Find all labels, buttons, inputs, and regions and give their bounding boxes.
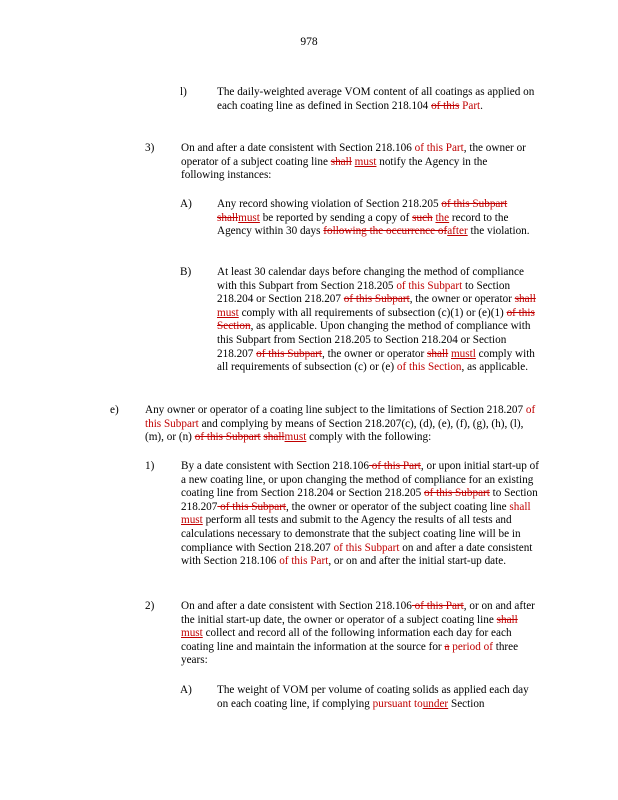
clause-label: l) [180, 86, 187, 98]
deleted-text: shall [496, 613, 518, 626]
inserted-text: after [447, 225, 468, 238]
text-run: , as applicable. [461, 361, 528, 374]
text-run: Any owner or operator of a coating line subject to the limitations of Section 218.207 [145, 404, 526, 416]
clause-text [217, 86, 535, 113]
added-text: period of [452, 640, 493, 653]
text-run: By a date consistent with Section 218.106 [181, 460, 369, 472]
text-run: , the owner or operator [322, 347, 428, 360]
clause-text [217, 266, 539, 375]
clause-label: 1) [145, 460, 155, 472]
inserted-text: must [217, 306, 239, 319]
deleted-text: of this Part [411, 600, 464, 612]
inserted-text: under [422, 697, 449, 710]
deleted-text: a [444, 640, 450, 653]
text-run: On and after a date consistent with Section 218.106 [181, 600, 412, 612]
deleted-text: of this [431, 99, 460, 112]
text-run: comply with the following: [306, 431, 432, 444]
deleted-text: of this Subpart [256, 347, 323, 360]
deleted-text: shall [427, 347, 449, 360]
clause-text [217, 198, 539, 239]
text-run: , the owner or operator [409, 293, 515, 306]
inserted-text: must [238, 211, 260, 224]
text-run: , or on and after the initial start-up date. [328, 555, 507, 568]
text-run: On and after a date consistent with Section 218.106 [181, 142, 415, 154]
text-run: , or upon initial start-up of a new coating line, or upon changing the method of compliance for an existing coating line from Section 218.204 or Section 218.205 [181, 460, 539, 500]
deleted-text: such [412, 211, 433, 224]
clause-text [181, 142, 533, 183]
clause-label: A) [180, 198, 192, 210]
inserted-text: the [435, 211, 450, 224]
inserted-text: must [181, 627, 203, 640]
clause-label: e) [110, 404, 119, 416]
text-run: At least 30 calendar days before changing the method of compliance with this Subpart from Section 218.205 [217, 266, 524, 292]
text-run: Section [448, 697, 485, 710]
text-run: record to the Agency within 30 days [217, 211, 509, 238]
added-text: of this Part [414, 142, 464, 154]
deleted-text: of this Subpart [194, 431, 261, 444]
text-run: , the owner or operator of a subject coating line [181, 142, 526, 168]
clause-text [217, 684, 539, 711]
added-text: of this Part [279, 555, 329, 568]
text-run: three years: [181, 640, 519, 667]
clause-text [181, 460, 541, 569]
clause-label: 2) [145, 600, 155, 612]
clause-label: 3) [145, 142, 155, 154]
text-run: , or on and after the initial start-up date, the owner or operator of a subject coating line [181, 600, 535, 626]
added-text: of this Section [396, 361, 462, 374]
added-text: Part [462, 99, 481, 112]
deleted-text: shall [514, 293, 536, 306]
text-run: The daily-weighted average VOM content of all coatings as applied on each coating line as defined in Section 218.104 [217, 86, 535, 112]
added-text: shall [509, 500, 531, 513]
deleted-text: of this Part [369, 460, 421, 472]
text-run: perform all tests and submit to the Agency the results of all tests and calculations necessary to demonstrate that the subject coating line will be in compliance with Section 218.207 [181, 514, 521, 554]
deleted-text: of this Subpart [423, 487, 490, 500]
deleted-text: shall [217, 211, 239, 224]
text-run: the violation. [467, 225, 530, 238]
clause-text [181, 600, 539, 668]
text-run: The weight of VOM per volume of coating solids as applied each day on each coating line, if complying [217, 684, 529, 710]
inserted-text: mustl [450, 347, 476, 360]
text-run: to Section 218.204 or Section 218.207 [217, 279, 511, 306]
text-run: notify the Agency in the following instances: [181, 155, 488, 182]
text-run: comply with all requirements of subsection (c)(1) or (e)(1) [238, 306, 507, 319]
deleted-text: of this Section [217, 306, 535, 333]
text-run: to Section 218.207 [181, 487, 538, 513]
clause-label: A) [180, 684, 192, 696]
added-text: pursuant to [372, 697, 423, 710]
deleted-text: shall [263, 431, 285, 444]
deleted-text: of this Subpart [441, 198, 508, 210]
inserted-text: must [354, 155, 377, 168]
clause-label: B) [180, 266, 192, 278]
added-text: of this Subpart [145, 404, 536, 430]
added-text: of this Subpart [396, 279, 463, 292]
deleted-text: following the occurrence of [323, 225, 448, 238]
text-run: , the owner or operator of the subject coating line [286, 500, 510, 513]
text-run: comply with all requirements of subsection (c) or (e) [217, 347, 535, 374]
page-number: 978 [300, 36, 318, 48]
text-run: and complying by means of Section 218.207(c), (d), (e), (f), (g), (h), (l), (m), or (n) [145, 417, 524, 444]
text-run: collect and record all of the following information each day for each coating line and maintain the information at the source for [181, 627, 512, 653]
inserted-text: must [181, 514, 203, 527]
deleted-text: of this Subpart [343, 293, 410, 306]
text-run: be reported by sending a copy of [259, 211, 413, 224]
text-run: , as applicable. Upon changing the method of compliance with this Subpart from Section 218.205 to Section 218.204 or Section 218.207 [217, 320, 531, 360]
deleted-text: shall [330, 155, 352, 168]
text-run: Any record showing violation of Section 218.205 [217, 198, 442, 210]
text-run: . [480, 99, 483, 112]
added-text: of this Subpart [333, 541, 400, 554]
clause-text [145, 404, 540, 445]
inserted-text: must [284, 431, 307, 444]
deleted-text: of this Subpart [217, 500, 287, 513]
text-run: on and after a date consistent with Section 218.106 [181, 541, 533, 568]
